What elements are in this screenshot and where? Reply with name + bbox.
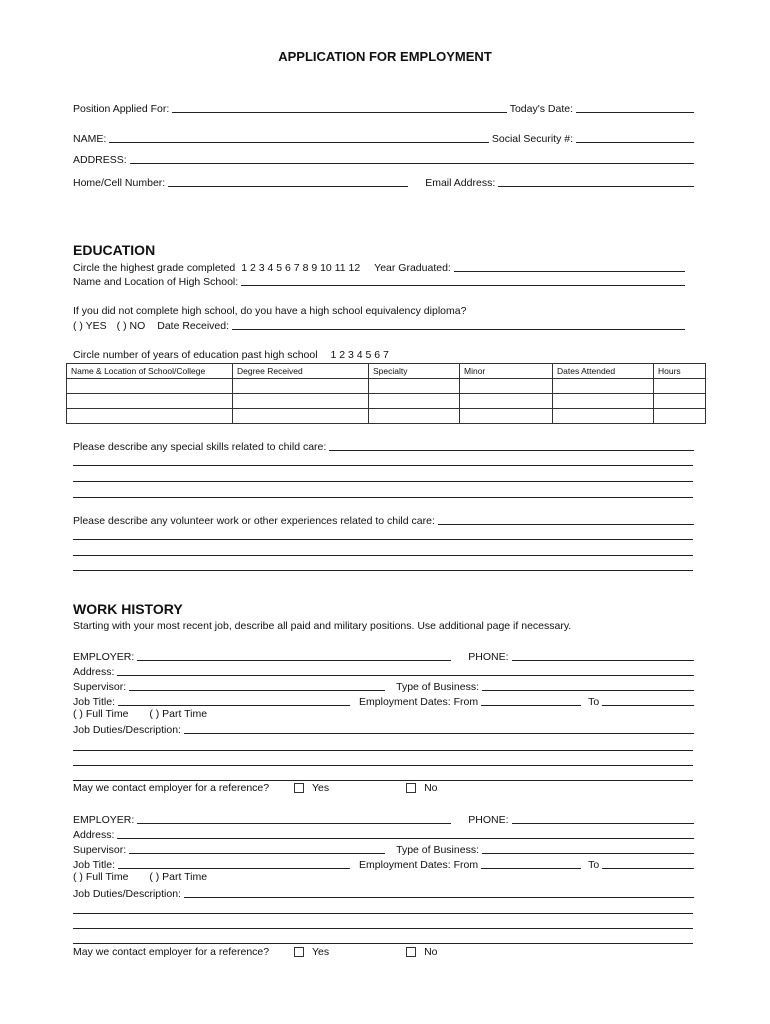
reference-yes-option[interactable] bbox=[294, 946, 329, 958]
checkbox-icon[interactable] bbox=[294, 783, 304, 793]
job-duties-line[interactable] bbox=[73, 750, 693, 751]
employer-address-field[interactable] bbox=[117, 838, 694, 839]
special-skills-line[interactable] bbox=[73, 465, 693, 466]
supervisor-row bbox=[73, 679, 697, 693]
education-table bbox=[66, 363, 706, 424]
volunteer-row bbox=[73, 513, 697, 527]
job-duties-line[interactable] bbox=[73, 780, 693, 781]
job-duties-label: Job Duties/Description: bbox=[73, 724, 181, 736]
col-minor: Minor bbox=[460, 364, 553, 379]
year-graduated-field[interactable] bbox=[454, 271, 685, 272]
employer-label: EMPLOYER: bbox=[73, 814, 135, 826]
job-title-field[interactable] bbox=[118, 868, 350, 869]
high-school-field[interactable] bbox=[241, 285, 685, 286]
email-label: Email Address: bbox=[425, 177, 496, 189]
phone-label: Home/Cell Number: bbox=[73, 177, 166, 189]
job-title-row bbox=[73, 694, 697, 708]
equivalency-yes-option[interactable]: ( ) YES bbox=[73, 320, 107, 332]
reference-question: May we contact employer for a reference? bbox=[73, 782, 270, 794]
employer-phone-field[interactable] bbox=[512, 660, 694, 661]
years-past-hs-label: Circle number of years of education past high school bbox=[73, 349, 318, 361]
employment-to-label: To bbox=[588, 859, 600, 871]
job-duties-row bbox=[73, 722, 697, 736]
contact-row bbox=[73, 175, 697, 189]
checkbox-icon[interactable] bbox=[406, 783, 416, 793]
col-dates: Dates Attended bbox=[553, 364, 654, 379]
table-row bbox=[67, 379, 706, 394]
employment-to-label: To bbox=[588, 696, 600, 708]
employment-type-row bbox=[73, 708, 207, 720]
equivalency-no-option[interactable]: ( ) NO bbox=[116, 320, 146, 332]
employer-address-field[interactable] bbox=[117, 675, 694, 676]
col-specialty: Specialty bbox=[369, 364, 460, 379]
employer-address-label: Address: bbox=[73, 829, 115, 841]
part-time-option[interactable]: ( ) Part Time bbox=[149, 708, 208, 720]
supervisor-label: Supervisor: bbox=[73, 844, 127, 856]
reference-no-label: No bbox=[424, 782, 438, 794]
job-title-row bbox=[73, 857, 697, 871]
employer-phone-field[interactable] bbox=[512, 823, 694, 824]
equivalency-question: If you did not complete high school, do you have a high school equivalency diploma? bbox=[73, 305, 467, 317]
grade-label: Circle the highest grade completed bbox=[73, 262, 236, 274]
business-type-field[interactable] bbox=[482, 690, 694, 691]
job-duties-field[interactable] bbox=[184, 897, 694, 898]
high-school-row bbox=[73, 274, 697, 288]
name-field[interactable] bbox=[109, 142, 489, 143]
employment-dates-label: Employment Dates: From bbox=[359, 696, 479, 708]
grade-row bbox=[73, 260, 697, 274]
todays-date-label: Today's Date: bbox=[509, 103, 573, 115]
employer-phone-label: PHONE: bbox=[468, 651, 509, 663]
years-past-hs-row bbox=[73, 349, 389, 361]
employment-dates-label: Employment Dates: From bbox=[359, 859, 479, 871]
position-row bbox=[73, 101, 697, 115]
special-skills-label: Please describe any special skills related to child care: bbox=[73, 441, 327, 453]
education-table-header bbox=[67, 364, 706, 379]
education-heading: EDUCATION bbox=[73, 242, 156, 258]
years-past-hs-options[interactable]: 1 2 3 4 5 6 7 bbox=[330, 349, 389, 361]
job-title-field[interactable] bbox=[118, 705, 350, 706]
employer-address-row bbox=[73, 827, 697, 841]
checkbox-icon[interactable] bbox=[294, 947, 304, 957]
job-duties-row bbox=[73, 886, 697, 900]
position-field[interactable] bbox=[172, 112, 506, 113]
high-school-label: Name and Location of High School: bbox=[73, 276, 239, 288]
col-hours: Hours bbox=[654, 364, 706, 379]
table-row bbox=[67, 394, 706, 409]
special-skills-field[interactable] bbox=[329, 450, 694, 451]
employer-label: EMPLOYER: bbox=[73, 651, 135, 663]
job-title-label: Job Title: bbox=[73, 696, 116, 708]
address-row bbox=[73, 152, 697, 166]
email-field[interactable] bbox=[498, 186, 694, 187]
reference-row bbox=[73, 782, 438, 794]
address-label: ADDRESS: bbox=[73, 154, 127, 166]
name-row bbox=[73, 131, 697, 145]
ssn-field[interactable] bbox=[576, 142, 694, 143]
date-received-label: Date Received: bbox=[157, 320, 230, 332]
address-field[interactable] bbox=[130, 163, 694, 164]
reference-row bbox=[73, 946, 438, 958]
table-row bbox=[67, 409, 706, 424]
employment-type-row bbox=[73, 871, 207, 883]
reference-no-option[interactable] bbox=[406, 782, 437, 794]
job-duties-label: Job Duties/Description: bbox=[73, 888, 181, 900]
business-type-label: Type of Business: bbox=[396, 844, 479, 856]
year-graduated-label: Year Graduated: bbox=[374, 262, 451, 274]
volunteer-line[interactable] bbox=[73, 555, 693, 556]
reference-yes-option[interactable] bbox=[294, 782, 329, 794]
position-label: Position Applied For: bbox=[73, 103, 170, 115]
employer-row bbox=[73, 812, 697, 826]
equivalency-row bbox=[73, 318, 697, 332]
form-title: APPLICATION FOR EMPLOYMENT bbox=[278, 49, 492, 64]
employer-address-label: Address: bbox=[73, 666, 115, 678]
name-label: NAME: bbox=[73, 133, 107, 145]
checkbox-icon[interactable] bbox=[406, 947, 416, 957]
employer-row bbox=[73, 649, 697, 663]
full-time-option[interactable]: ( ) Full Time bbox=[73, 871, 129, 883]
business-type-field[interactable] bbox=[482, 853, 694, 854]
work-history-intro: Starting with your most recent job, describe all paid and military positions. Use additional page if necessary. bbox=[73, 620, 572, 632]
job-duties-line[interactable] bbox=[73, 943, 693, 944]
volunteer-line[interactable] bbox=[73, 570, 693, 571]
reference-no-label: No bbox=[424, 946, 438, 958]
employer-address-row bbox=[73, 664, 697, 678]
ssn-label: Social Security #: bbox=[491, 133, 573, 145]
volunteer-line[interactable] bbox=[73, 539, 693, 540]
reference-no-option[interactable] bbox=[406, 946, 437, 958]
special-skills-line[interactable] bbox=[73, 481, 693, 482]
job-duties-line[interactable] bbox=[73, 765, 693, 766]
employment-from-field[interactable] bbox=[481, 868, 581, 869]
supervisor-row bbox=[73, 842, 697, 856]
job-title-label: Job Title: bbox=[73, 859, 116, 871]
employment-to-field[interactable] bbox=[602, 868, 694, 869]
job-duties-field[interactable] bbox=[184, 733, 694, 734]
reference-question: May we contact employer for a reference? bbox=[73, 946, 270, 958]
employer-field[interactable] bbox=[137, 660, 451, 661]
employer-phone-label: PHONE: bbox=[468, 814, 509, 826]
job-duties-line[interactable] bbox=[73, 928, 693, 929]
date-received-field[interactable] bbox=[232, 329, 685, 330]
full-time-option[interactable]: ( ) Full Time bbox=[73, 708, 129, 720]
reference-yes-label: Yes bbox=[312, 946, 330, 958]
reference-yes-label: Yes bbox=[312, 782, 330, 794]
volunteer-label: Please describe any volunteer work or other experiences related to child care: bbox=[73, 515, 435, 527]
supervisor-field[interactable] bbox=[129, 853, 385, 854]
supervisor-label: Supervisor: bbox=[73, 681, 127, 693]
grade-options[interactable]: 1 2 3 4 5 6 7 8 9 10 11 12 bbox=[241, 262, 361, 274]
job-duties-line[interactable] bbox=[73, 913, 693, 914]
phone-field[interactable] bbox=[168, 186, 408, 187]
todays-date-field[interactable] bbox=[576, 112, 694, 113]
employment-to-field[interactable] bbox=[602, 705, 694, 706]
employer-field[interactable] bbox=[137, 823, 451, 824]
col-school: Name & Location of School/College bbox=[67, 364, 233, 379]
business-type-label: Type of Business: bbox=[396, 681, 479, 693]
col-degree: Degree Received bbox=[233, 364, 369, 379]
supervisor-field[interactable] bbox=[129, 690, 385, 691]
employment-from-field[interactable] bbox=[481, 705, 581, 706]
special-skills-row bbox=[73, 439, 697, 453]
part-time-option[interactable]: ( ) Part Time bbox=[149, 871, 208, 883]
special-skills-line[interactable] bbox=[73, 497, 693, 498]
volunteer-field[interactable] bbox=[438, 524, 694, 525]
work-history-heading: WORK HISTORY bbox=[73, 601, 183, 617]
